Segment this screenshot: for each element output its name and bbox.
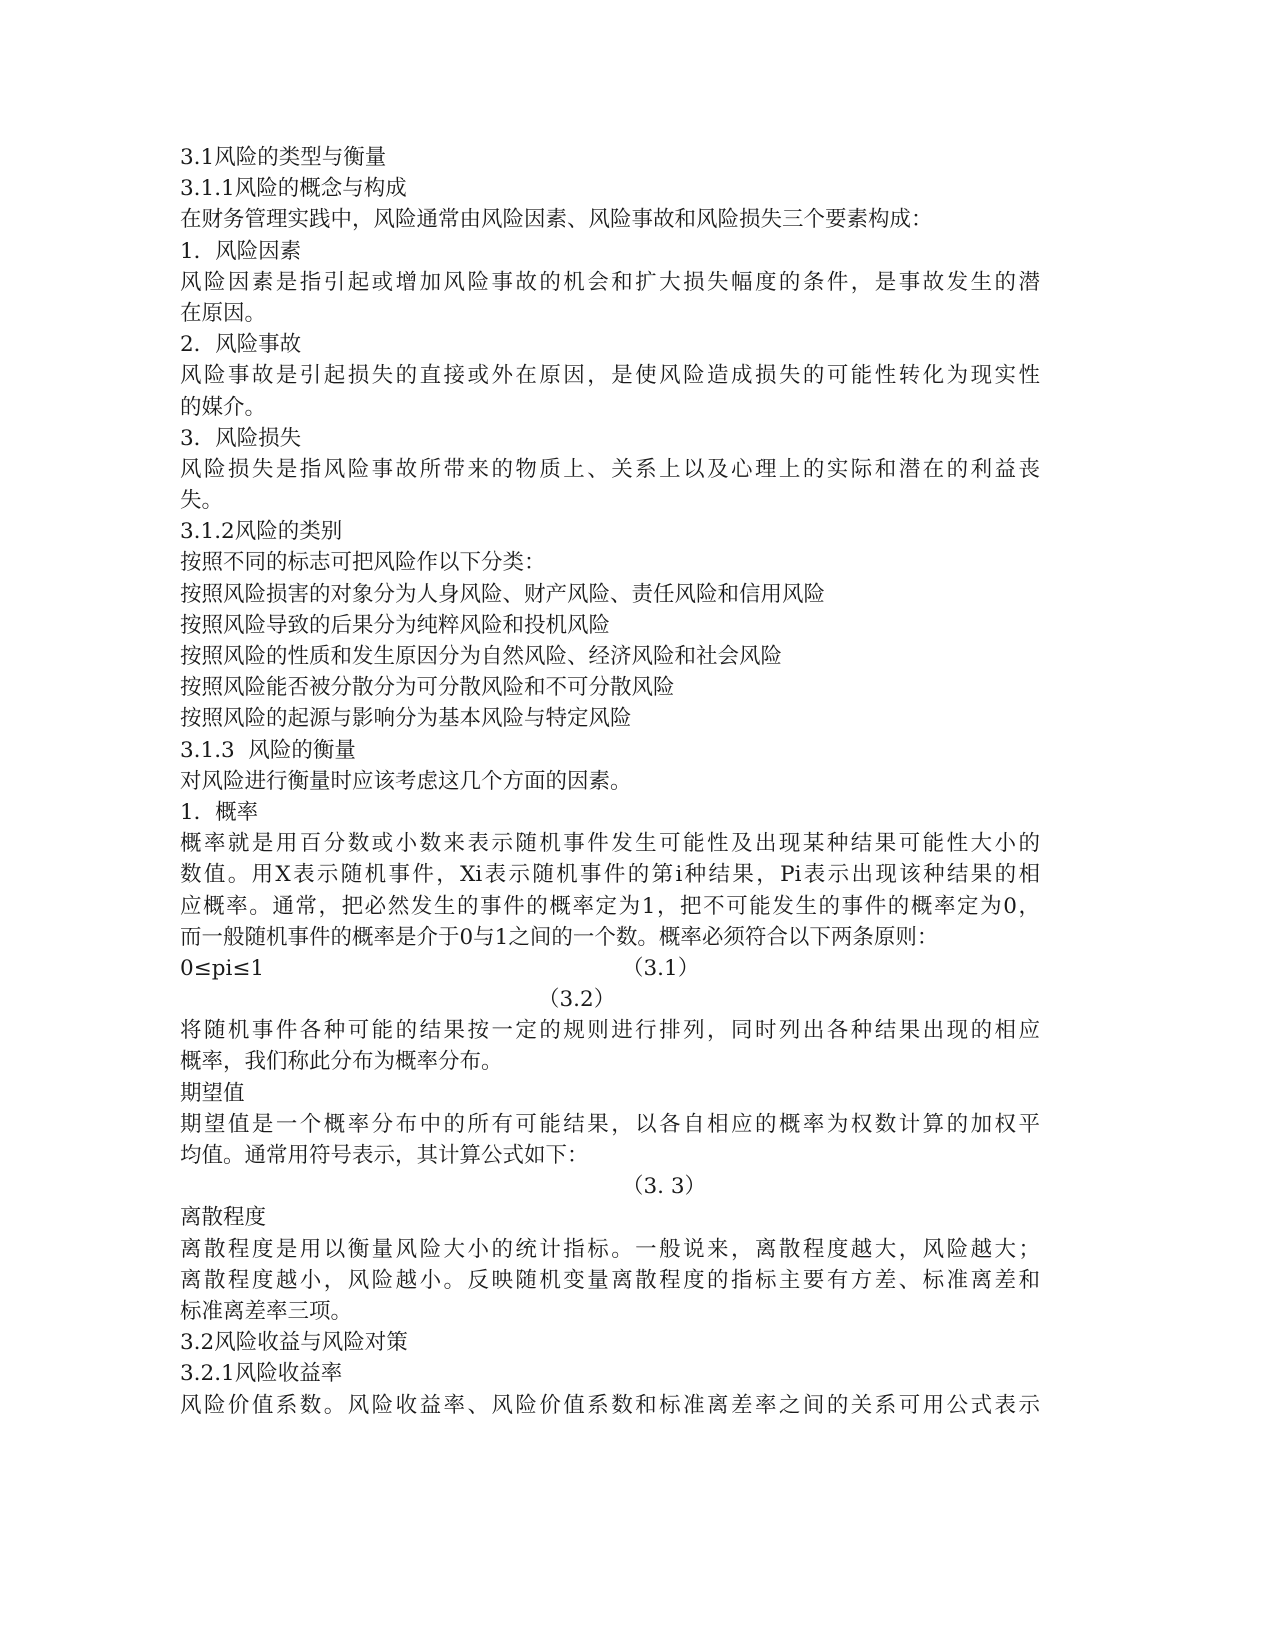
- paragraph-probability-line1: 概率就是用百分数或小数来表示随机事件发生可能性及出现某种结果可能性大小的: [180, 831, 1040, 857]
- paragraph-distribution-line1: 将随机事件各种可能的结果按一定的规则进行排列，同时列出各种结果出现的相应: [180, 1018, 1040, 1044]
- equation-3-2: [180, 984, 1040, 1015]
- paragraph-dispersion-line2: 离散程度越小，风险越小。反映随机变量离散程度的指标主要有方差、标准离差和: [180, 1267, 1040, 1293]
- paragraph-dispersion-line1: 离散程度是用以衡量风险大小的统计指标。一般说来，离散程度越大，风险越大；: [180, 1236, 1040, 1262]
- classification-item: 按照风险的起源与影响分为基本风险与特定风险: [180, 706, 632, 732]
- item-title-expected-value: 期望值: [180, 1080, 245, 1106]
- classification-item: 按照风险损害的对象分为人身风险、财产风险、责任风险和信用风险: [180, 581, 826, 607]
- equation-3-1-number: （3.1）: [622, 955, 700, 981]
- item-title-dispersion: 离散程度: [180, 1205, 267, 1231]
- item-title-risk-accident: 2．风险事故: [180, 332, 302, 358]
- section-heading-3-2-1: 3.2.1风险收益率: [180, 1361, 343, 1387]
- paragraph-risk-factor-line2: 在原因。: [180, 300, 267, 326]
- paragraph-risk-return-line1: 风险价值系数。风险收益率、风险价值系数和标准离差率之间的关系可用公式表示: [180, 1392, 1040, 1418]
- paragraph-distribution-line2: 概率，我们称此分布为概率分布。: [180, 1049, 503, 1075]
- paragraph-risk-factor-line1: 风险因素是指引起或增加风险事故的机会和扩大损失幅度的条件，是事故发生的潜: [180, 269, 1040, 295]
- classification-item: 按照风险能否被分散分为可分散风险和不可分散风险: [180, 675, 675, 701]
- paragraph-dispersion-line3: 标准离差率三项。: [180, 1298, 353, 1324]
- section-heading-3-1-1: 3.1.1风险的概念与构成: [180, 176, 407, 202]
- classification-item: 按照风险的性质和发生原因分为自然风险、经济风险和社会风险: [180, 644, 783, 669]
- section-heading-3-2: 3.2风险收益与风险对策: [180, 1330, 408, 1356]
- section-heading-3-1: 3.1风险的类型与衡量: [180, 145, 387, 170]
- document-page: [180, 142, 1040, 1421]
- paragraph-risk-loss-line2: 失。: [180, 488, 224, 514]
- paragraph-risk-loss-line1: 风险损失是指风险事故所带来的物质上、关系上以及心理上的实际和潜在的利益丧: [180, 456, 1040, 482]
- paragraph-risk-accident-line2: 的媒介。: [180, 394, 267, 420]
- equation-3-1-text: 0≤pi≤1: [180, 955, 265, 981]
- paragraph-expected-value-line1: 期望值是一个概率分布中的所有可能结果，以各自相应的概率为权数计算的加权平: [180, 1111, 1040, 1137]
- equation-3-2-number: （3.2）: [538, 987, 616, 1013]
- paragraph-probability-line3: 应概率。通常，把必然发生的事件的概率定为1，把不可能发生的事件的概率定为0，: [180, 893, 1040, 919]
- paragraph-expected-value-line2: 均值。通常用符号表示，其计算公式如下：: [180, 1143, 589, 1168]
- paragraph-probability-line2: 数值。用X表示随机事件，Xi表示随机事件的第i种结果，Pi表示出现该种结果的相: [180, 862, 1040, 888]
- section-heading-3-1-3: 3.1.3 风险的衡量: [180, 737, 356, 763]
- paragraph-risk-accident-line1: 风险事故是引起损失的直接或外在原因，是使风险造成损失的可能性转化为现实性: [180, 363, 1040, 389]
- paragraph-probability-line4: 而一般随机事件的概率是介于0与1之间的一个数。概率必须符合以下两条原则：: [180, 924, 939, 950]
- equation-3-1: [180, 953, 1040, 984]
- item-title-probability: 1．概率: [180, 799, 259, 825]
- paragraph-classification-intro: 按照不同的标志可把风险作以下分类：: [180, 550, 546, 576]
- section-heading-3-1-2: 3.1.2风险的类别: [180, 519, 343, 545]
- item-title-risk-factor: 1．风险因素: [180, 238, 302, 264]
- paragraph-measurement-intro: 对风险进行衡量时应该考虑这几个方面的因素。: [180, 768, 632, 794]
- equation-3-3-number: （3. 3）: [622, 1174, 707, 1200]
- item-title-risk-loss: 3．风险损失: [180, 425, 302, 451]
- paragraph-intro: 在财务管理实践中，风险通常由风险因素、风险事故和风险损失三个要素构成：: [180, 207, 933, 233]
- equation-3-3: [180, 1171, 1040, 1202]
- classification-item: 按照风险导致的后果分为纯粹风险和投机风险: [180, 612, 611, 638]
